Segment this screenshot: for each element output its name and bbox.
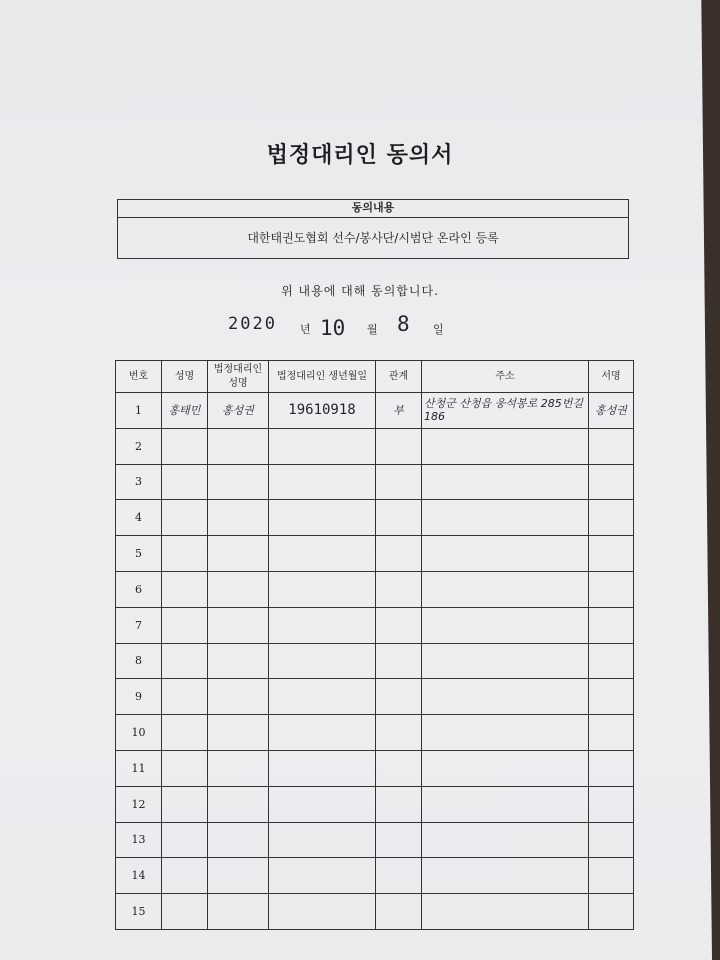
table-row [116,571,634,607]
cell-guardian-name [208,536,269,572]
table-row [116,607,634,643]
cell-guardian-birth [269,428,376,464]
cell-no: 9 [116,679,162,715]
cell-relation [376,607,422,643]
date-year: 2020 [228,314,277,334]
cell-guardian-birth: 19610918 [269,393,376,429]
consent-box [117,199,629,259]
cell-name [162,715,208,751]
cell-relation [376,750,422,786]
cell-address [422,715,589,751]
cell-signature [589,858,634,894]
cell-name [162,858,208,894]
cell-signature [589,894,634,930]
cell-relation [376,428,422,464]
cell-guardian-birth [269,858,376,894]
cell-guardian-birth [269,679,376,715]
cell-guardian-name [208,643,269,679]
cell-relation [376,894,422,930]
cell-no: 8 [116,643,162,679]
cell-guardian-name [208,894,269,930]
cell-no: 15 [116,894,162,930]
table-row [116,822,634,858]
table-row [116,858,634,894]
cell-signature [589,715,634,751]
header-guardian-birth: 법정대리인 생년월일 [269,361,376,393]
table-row [116,786,634,822]
cell-name [162,786,208,822]
cell-signature [589,536,634,572]
cell-address [422,607,589,643]
date-month: 10 [320,316,346,340]
cell-no: 12 [116,786,162,822]
cell-address [422,679,589,715]
table-row [116,679,634,715]
cell-name [162,894,208,930]
cell-guardian-name [208,822,269,858]
cell-no: 5 [116,536,162,572]
table-row [116,536,634,572]
cell-no: 7 [116,607,162,643]
header-relation: 관계 [376,361,422,393]
cell-guardian-name [208,750,269,786]
table-row [116,894,634,930]
cell-relation [376,536,422,572]
cell-address [422,786,589,822]
cell-address [422,464,589,500]
header-guardian-name: 법정대리인 성명 [208,361,269,393]
cell-signature: 홍성권 [589,393,634,429]
cell-guardian-name: 홍성권 [208,393,269,429]
cell-relation [376,500,422,536]
cell-guardian-name [208,715,269,751]
cell-relation: 부 [376,393,422,429]
header-name: 성명 [162,361,208,393]
cell-guardian-birth [269,750,376,786]
cell-guardian-birth [269,715,376,751]
cell-guardian-name [208,464,269,500]
cell-guardian-birth [269,786,376,822]
cell-address [422,571,589,607]
cell-relation [376,679,422,715]
cell-relation [376,715,422,751]
cell-address [422,858,589,894]
table-row [116,393,634,429]
date-month-unit: 월 [367,323,378,336]
cell-guardian-name [208,858,269,894]
cell-no: 1 [116,393,162,429]
cell-guardian-name [208,500,269,536]
cell-guardian-name [208,571,269,607]
table-row [116,428,634,464]
cell-no: 11 [116,750,162,786]
cell-guardian-birth [269,894,376,930]
cell-no: 10 [116,715,162,751]
cell-guardian-birth [269,536,376,572]
cell-relation [376,571,422,607]
cell-address [422,536,589,572]
cell-name [162,822,208,858]
cell-address [422,428,589,464]
cell-signature [589,643,634,679]
header-no: 번호 [116,361,162,393]
cell-no: 6 [116,571,162,607]
cell-signature [589,679,634,715]
cell-no: 2 [116,428,162,464]
date-row [0,308,720,348]
cell-guardian-birth [269,643,376,679]
cell-name [162,464,208,500]
cell-signature [589,822,634,858]
cell-name [162,571,208,607]
cell-guardian-birth [269,822,376,858]
cell-guardian-name [208,428,269,464]
cell-signature [589,607,634,643]
cell-signature [589,750,634,786]
cell-name [162,536,208,572]
table-row [116,500,634,536]
cell-guardian-name [208,786,269,822]
consent-header: 동의내용 [118,200,628,218]
header-address: 주소 [422,361,589,393]
cell-relation [376,464,422,500]
table-row [116,750,634,786]
table-row [116,643,634,679]
cell-no: 14 [116,858,162,894]
cell-address: 산청군 산청읍 웅석봉로 285번길 186 [422,393,589,429]
cell-signature [589,464,634,500]
cell-name [162,500,208,536]
date-year-unit: 년 [300,323,311,336]
cell-guardian-birth [269,571,376,607]
cell-name [162,607,208,643]
cell-address [422,894,589,930]
document-title: 법정대리인 동의서 [266,143,454,168]
cell-address [422,500,589,536]
cell-address [422,822,589,858]
cell-signature [589,500,634,536]
cell-address [422,643,589,679]
agree-statement: 위 내용에 대해 동의합니다. [281,284,439,298]
table-row [116,715,634,751]
consent-body: 대한태권도협회 선수/봉사단/시범단 온라인 등록 [247,231,499,245]
cell-guardian-birth [269,464,376,500]
cell-relation [376,822,422,858]
cell-relation [376,858,422,894]
table-header-row [116,361,634,393]
cell-name [162,428,208,464]
cell-guardian-birth [269,500,376,536]
table-row [116,464,634,500]
cell-name [162,643,208,679]
cell-name [162,679,208,715]
cell-signature [589,786,634,822]
cell-guardian-name [208,679,269,715]
cell-no: 3 [116,464,162,500]
guardian-table [115,360,634,930]
cell-signature [589,428,634,464]
cell-name: 홍태민 [162,393,208,429]
header-signature: 서명 [589,361,634,393]
cell-name [162,750,208,786]
cell-guardian-name [208,607,269,643]
date-day: 8 [397,312,410,336]
cell-guardian-birth [269,607,376,643]
cell-signature [589,571,634,607]
cell-no: 13 [116,822,162,858]
cell-address [422,750,589,786]
cell-relation [376,643,422,679]
date-day-unit: 일 [433,323,444,336]
cell-no: 4 [116,500,162,536]
cell-relation [376,786,422,822]
